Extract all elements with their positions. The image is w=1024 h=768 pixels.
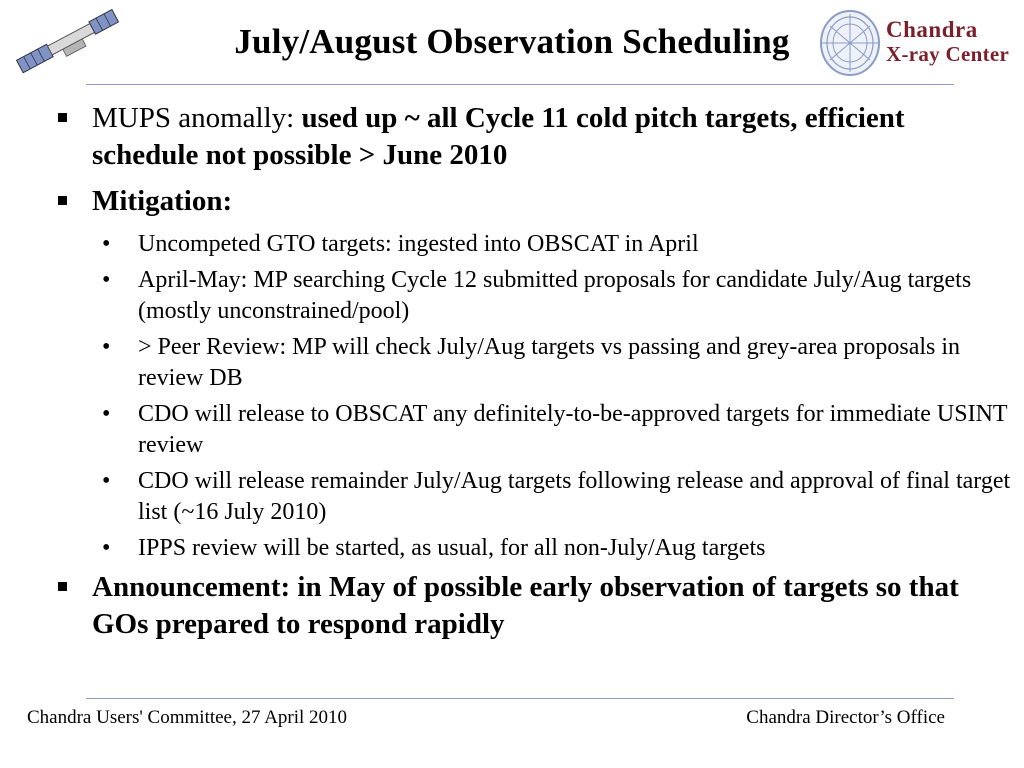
mitigation-item-text: CDO will release remainder July/Aug targets following release and approval of final target list (~16 July 2010): [138, 468, 1011, 525]
round-bullet-icon: •: [102, 267, 111, 293]
mitigation-item: [54, 399, 1014, 461]
round-bullet-icon: •: [102, 334, 111, 360]
mitigation-item: [54, 533, 1014, 564]
bullet-mitigation-label: Mitigation:: [92, 185, 233, 217]
footer-office: Chandra Director’s Office: [746, 707, 945, 728]
mitigation-item: [54, 229, 1014, 260]
mitigation-item-text: Uncompeted GTO targets: ingested into OBSCAT in April: [138, 231, 699, 257]
slide-body: [54, 100, 1014, 652]
round-bullet-icon: •: [102, 401, 111, 427]
bullet-mups: [54, 100, 1014, 174]
mitigation-item: [54, 466, 1014, 528]
logo-line-xray-center: X-ray Center: [886, 42, 1010, 66]
round-bullet-icon: •: [102, 231, 111, 257]
header-rule: [86, 84, 954, 85]
slide-title: July/August Observation Scheduling: [234, 22, 790, 61]
bullet-mups-detail: used up ~ all Cycle 11 cold pitch targets, efficient schedule not possible > June 2010: [92, 102, 905, 171]
square-bullet-icon: [58, 196, 67, 205]
mitigation-item-text: April-May: MP searching Cycle 12 submitted proposals for candidate July/Aug targets (mostly unconstrained/pool): [138, 267, 972, 324]
bullet-announcement: [54, 569, 1014, 643]
chandra-logo: [818, 8, 1024, 80]
chandra-seal-icon: [818, 8, 882, 78]
square-bullet-icon: [58, 113, 67, 122]
footer-rule: [86, 698, 954, 699]
mitigation-item: [54, 332, 1014, 394]
mitigation-item-text: CDO will release to OBSCAT any definitely-to-be-approved targets for immediate USINT review: [138, 401, 1008, 458]
mitigation-item-text: > Peer Review: MP will check July/Aug targets vs passing and grey-area proposals in review DB: [138, 334, 961, 391]
bullet-mitigation: [54, 183, 1014, 220]
round-bullet-icon: •: [102, 468, 111, 494]
square-bullet-icon: [58, 582, 67, 591]
logo-line-chandra: Chandra: [886, 17, 978, 42]
mitigation-item-text: IPPS review will be started, as usual, for all non-July/Aug targets: [138, 535, 766, 561]
footer-committee: Chandra Users' Committee, 27 April 2010: [27, 707, 348, 728]
bullet-mups-label: MUPS anomally:: [92, 102, 302, 134]
round-bullet-icon: •: [102, 535, 111, 561]
bullet-announcement-text: Announcement: in May of possible early observation of targets so that GOs prepared to respond rapidly: [92, 571, 959, 640]
mitigation-item: [54, 265, 1014, 327]
